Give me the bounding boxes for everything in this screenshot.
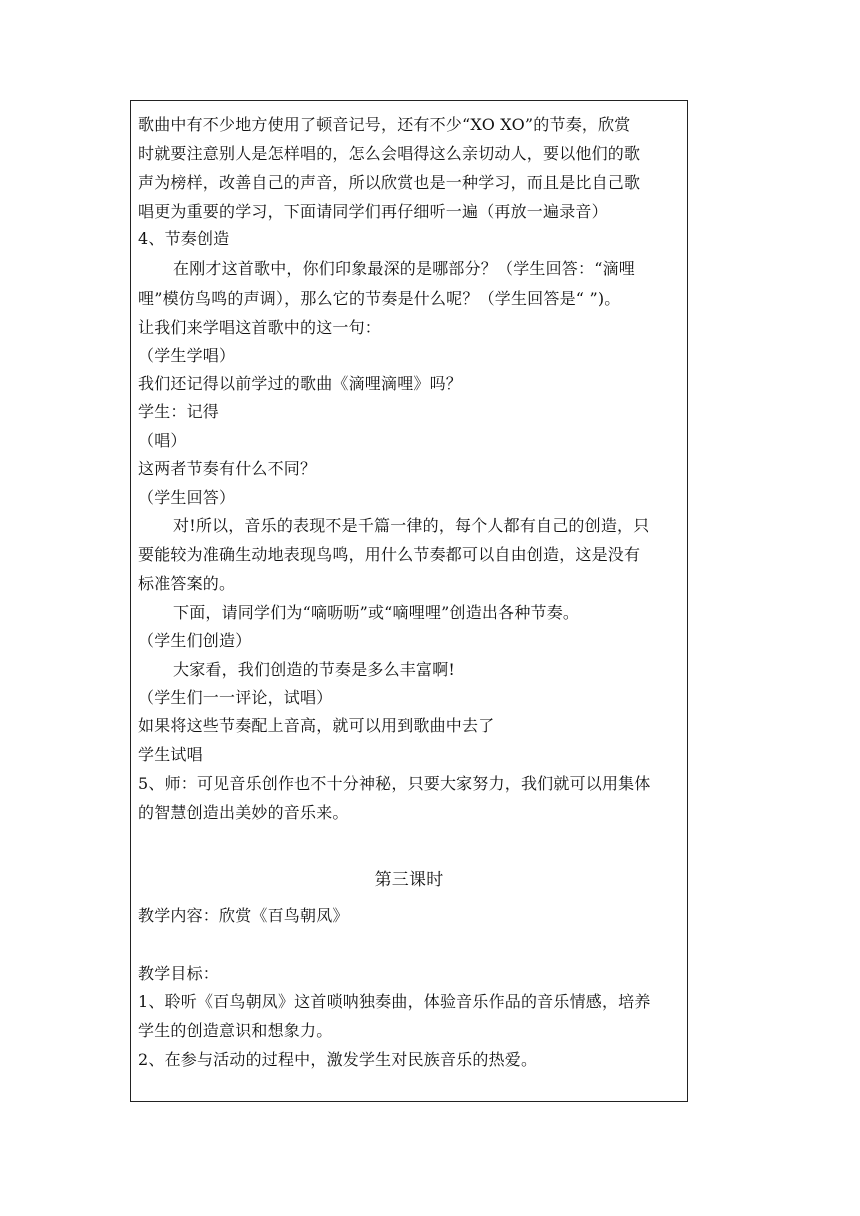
text-line: （学生们一一评论，试唱） — [138, 688, 333, 707]
text-line: 让我们来学唱这首歌中的这一句： — [138, 318, 382, 337]
text-line: 我们还记得以前学过的歌曲《滴哩滴哩》吗？ — [138, 374, 463, 393]
text-line: 如果将这些节奏配上音高，就可以用到歌曲中去了 — [138, 716, 495, 735]
goal-line: 2、在参与活动的过程中，激发学生对民族音乐的热爱。 — [138, 1050, 538, 1069]
text-line: （学生们创造） — [138, 631, 252, 650]
text-line: （学生学唱） — [138, 346, 236, 365]
text-line: 这两者节奏有什么不同？ — [138, 459, 317, 478]
text-line: 时就要注意别人是怎样唱的，怎么会唱得这么亲切动人，要以他们的歌 — [138, 144, 641, 163]
text-line: 标准答案的。 — [138, 574, 236, 593]
section-heading: 4、节奏创造 — [138, 229, 230, 248]
teaching-goals-heading: 教学目标： — [138, 964, 220, 983]
text-line: 的智慧创造出美妙的音乐来。 — [138, 803, 349, 822]
text-line: （学生回答） — [138, 488, 236, 507]
text-line: 学生：记得 — [138, 402, 220, 421]
paragraph-line: 对!所以，音乐的表现不是千篇一律的，每个人都有自己的创造，只 — [173, 516, 650, 535]
goal-line: 1、聆听《百鸟朝凤》这首唢呐独奏曲，体验音乐作品的音乐情感，培养 — [138, 992, 651, 1011]
text-line: 5、师：可见音乐创作也不十分神秘，只要大家努力，我们就可以用集体 — [138, 774, 651, 793]
goal-line: 学生的创造意识和想象力。 — [138, 1021, 333, 1040]
lesson-title: 第三课时 — [374, 870, 444, 890]
paragraph-line: 大家看，我们创造的节奏是多么丰富啊! — [173, 660, 456, 679]
document-table-cell — [130, 100, 688, 1102]
teaching-content: 教学内容：欣赏《百鸟朝凤》 — [138, 906, 349, 925]
text-line: 声为榜样，改善自己的声音，所以欣赏也是一种学习，而且是比自己歌 — [138, 173, 641, 192]
text-line: （唱） — [138, 431, 187, 450]
paragraph-line: 在刚才这首歌中，你们印象最深的是哪部分？（学生回答：“滴哩 — [173, 259, 635, 278]
text-line: 学生试唱 — [138, 745, 203, 764]
text-line: 歌曲中有不少地方使用了顿音记号，还有不少“XO XO”的节奏，欣赏 — [138, 115, 631, 134]
text-line: 唱更为重要的学习，下面请同学们再仔细听一遍（再放一遍录音） — [138, 202, 608, 221]
paragraph-line: 下面，请同学们为“嘀呖呖”或“嘀哩哩”创造出各种节奏。 — [173, 603, 580, 622]
text-line: 要能较为准确生动地表现鸟鸣，用什么节奏都可以自由创造，这是没有 — [138, 545, 641, 564]
text-line: 哩”模仿鸟鸣的声调），那么它的节奏是什么呢？（学生回答是“ ”)。 — [138, 289, 621, 308]
